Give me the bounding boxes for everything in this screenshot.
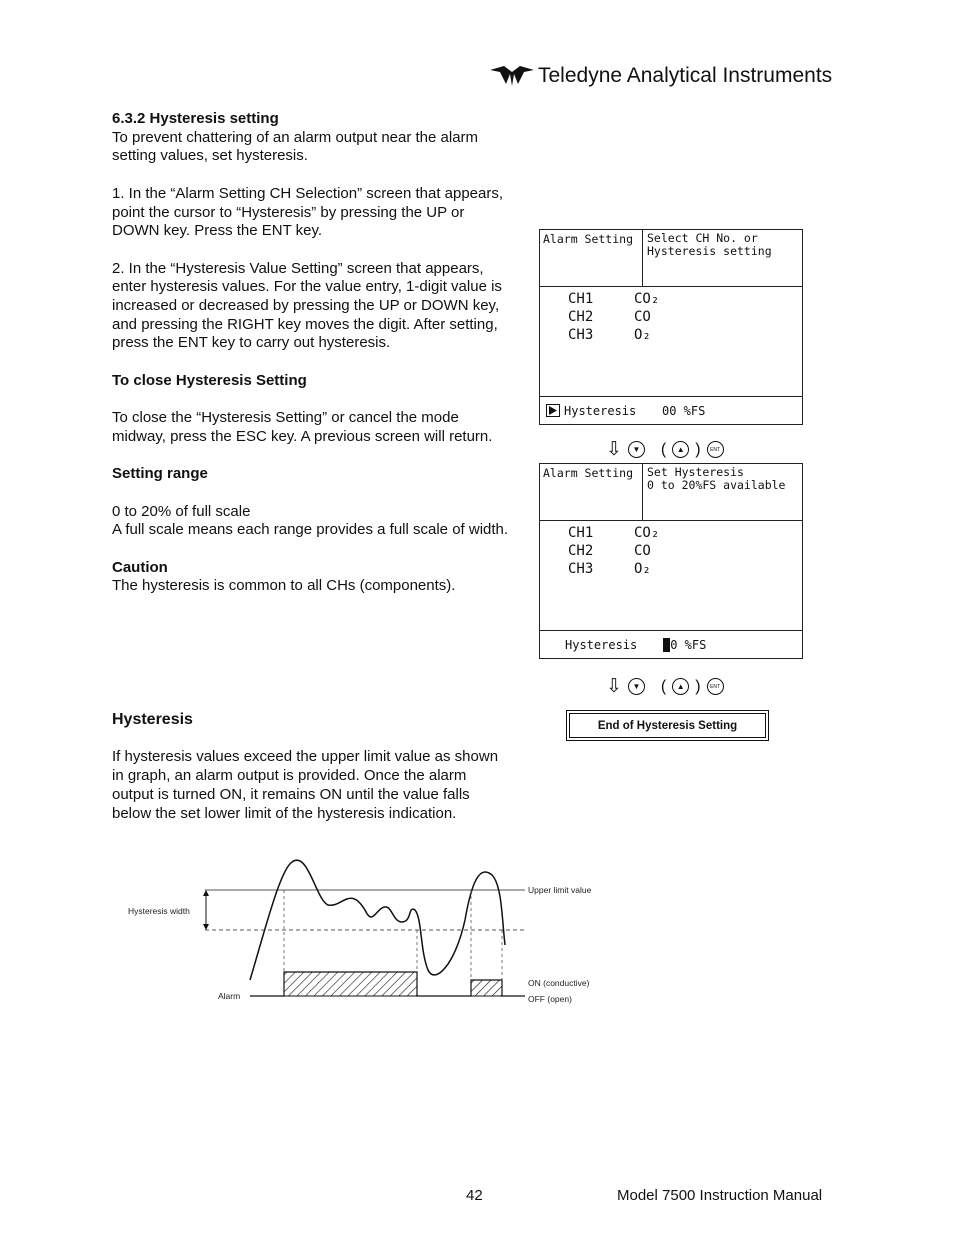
down-key-icon: ▼ [628, 441, 645, 458]
channel-row[interactable]: CH3 O₂ [568, 327, 651, 343]
alarm-on-period [284, 972, 417, 996]
hysteresis-value-input[interactable]: 00 %FS [663, 637, 707, 652]
up-key-icon: ▲ [672, 678, 689, 695]
channel-row: CH1 CO₂ [568, 525, 660, 541]
up-key-icon: ▲ [672, 441, 689, 458]
screen-prompt-line-2: Hysteresis setting [647, 244, 772, 258]
caution-text: The hysteresis is common to all CHs (components). [112, 577, 456, 595]
range-heading: Setting range [112, 465, 208, 483]
ent-key-icon: ENT [707, 678, 724, 695]
screen-title: Alarm Setting [540, 464, 643, 520]
intro-text: To prevent chattering of an alarm output near the alarm setting values, set hysteresis. [112, 128, 479, 165]
ent-key-icon: ENT [707, 441, 724, 458]
screen-prompt-line-1: Set Hysteresis [647, 465, 744, 479]
key-sequence-1: ⇩ ▼ ( ▲ ) ENT [606, 438, 724, 461]
hysteresis-graph [120, 850, 620, 1015]
on-label: ON (conductive) [528, 978, 590, 988]
alarm-on-period [471, 980, 502, 996]
hysteresis-value: 00 %FS [662, 403, 706, 418]
screen-title: Alarm Setting [540, 230, 643, 286]
caution-heading: Caution [112, 558, 168, 576]
lcd-screen-ch-selection [539, 229, 803, 425]
manual-title: Model 7500 Instruction Manual [617, 1187, 823, 1204]
hysteresis-width-label: Hysteresis width [128, 906, 190, 916]
off-label: OFF (open) [528, 994, 572, 1004]
double-down-arrow-icon: ⇩ [606, 439, 622, 460]
down-key-icon: ▼ [628, 678, 645, 695]
lcd-screen-hysteresis-value [539, 463, 803, 659]
step-2: 2. In the “Hysteresis Value Setting” screen that appears, enter hysteresis values. For the value entry, 1-digit value is increased or decreased by pressing the UP or DOWN key, and pressing the RIGHT key moves the digit. After setting, press the ENT key to carry out hysteresis. [112, 259, 502, 352]
screen-prompt-line-2: 0 to 20%FS available [647, 478, 786, 492]
screen-prompt-line-1: Select CH No. or [647, 231, 758, 245]
brand-name: Teledyne Analytical Instruments [538, 64, 833, 87]
step-1: 1. In the “Alarm Setting CH Selection” screen that appears, point the cursor to “Hysteresis” by pressing the UP or DOWN key. Press the ENT key. [112, 184, 504, 240]
channel-row[interactable]: CH2 CO [568, 309, 651, 325]
close-heading: To close Hysteresis Setting [112, 371, 307, 389]
end-of-setting-box [566, 710, 769, 741]
range-text: A full scale means each range provides a full scale of width. [112, 521, 509, 539]
signal-curve [250, 860, 505, 980]
key-sequence-2: ⇩ ▼ ( ▲ ) ENT [606, 675, 724, 698]
channel-row: CH2 CO [568, 543, 651, 559]
close-text: To close the “Hysteresis Setting” or cancel the mode midway, press the ESC key. A previous screen will return. [112, 409, 493, 445]
hysteresis-block [112, 711, 512, 842]
hysteresis-text: If hysteresis values exceed the upper limit value as shown in graph, an alarm output is provided. Once the alarm output is turned ON, it remains ON until the value falls below the set lower limit of the hysteresis indication. [112, 748, 499, 822]
alarm-label: Alarm [218, 991, 241, 1001]
range-value: 0 to 20% of full scale [112, 502, 251, 520]
page-number: 42 [466, 1187, 483, 1204]
end-of-setting-label: End of Hysteresis Setting [569, 713, 766, 738]
upper-limit-label: Upper limit value [528, 885, 592, 895]
hysteresis-heading: Hysteresis [112, 711, 193, 728]
double-down-arrow-icon: ⇩ [606, 676, 622, 697]
hysteresis-row[interactable] [540, 631, 802, 658]
hysteresis-label: Hysteresis [564, 403, 637, 418]
teledyne-logo [490, 64, 534, 88]
channel-row[interactable]: CH1 CO₂ [568, 291, 660, 307]
page-header [490, 64, 832, 88]
hysteresis-label: Hysteresis [565, 637, 638, 652]
hysteresis-row[interactable] [540, 397, 802, 424]
text-column [112, 110, 512, 615]
channel-row: CH3 O₂ [568, 561, 651, 577]
cursor-arrow-icon [546, 404, 560, 417]
section-title: 6.3.2 Hysteresis setting [112, 110, 279, 127]
